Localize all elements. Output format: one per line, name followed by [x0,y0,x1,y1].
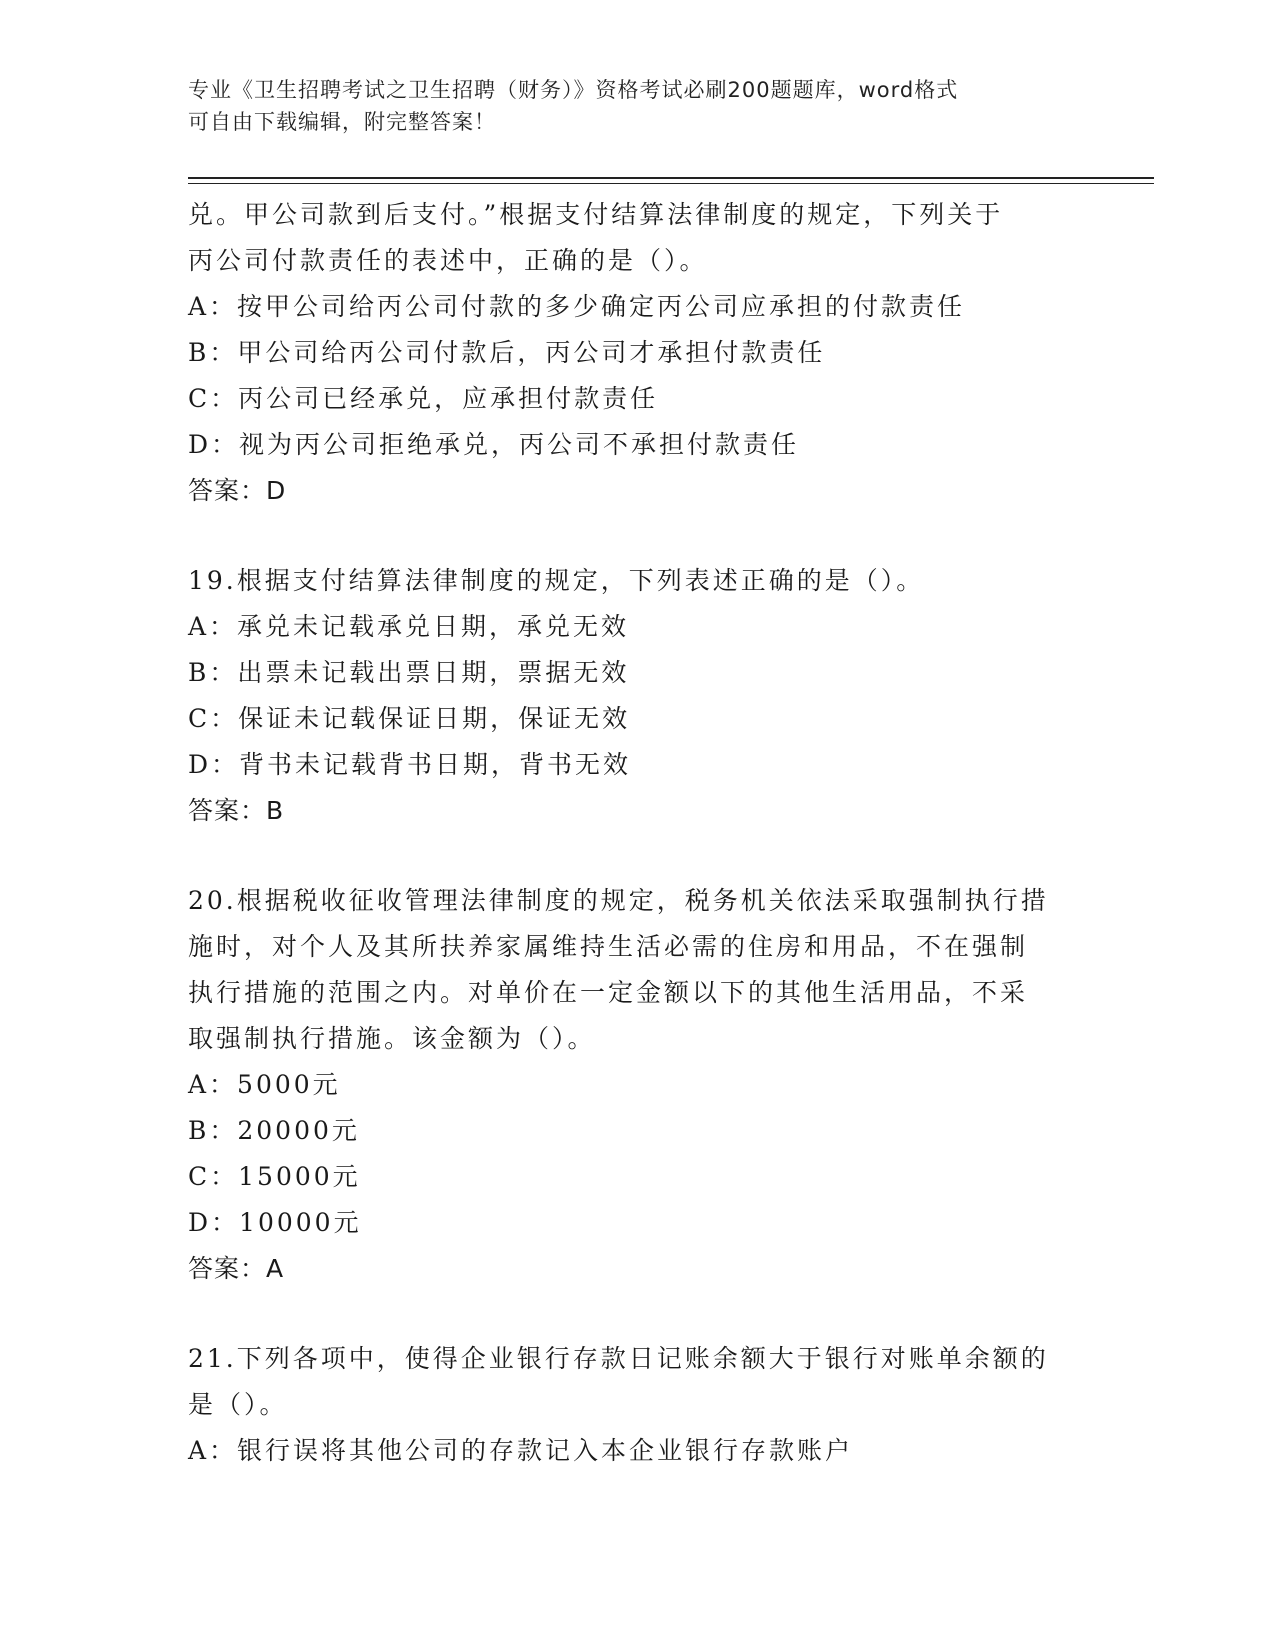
question-stem: 19.根据支付结算法律制度的规定，下列表述正确的是（）。 [188,566,925,595]
question-stem: 施时，对个人及其所扶养家属维持生活必需的住房和用品，不在强制 [188,932,1029,961]
question-stem: 执行措施的范围之内。对单价在一定金额以下的其他生活用品，不采 [188,978,1029,1007]
option-d: D：10000元 [188,1208,362,1237]
question-stem: 丙公司付款责任的表述中，正确的是（）。 [188,246,708,275]
option-b: B：20000元 [188,1116,360,1145]
question-21 [188,1336,1088,1474]
answer-label: 答案：D [188,476,287,505]
option-c: C：保证未记载保证日期，保证无效 [188,704,631,733]
option-c: C：丙公司已经承兑，应承担付款责任 [188,384,659,413]
option-d: D：背书未记载背书日期，背书无效 [188,750,632,779]
question-stem: 取强制执行措施。该金额为（）。 [188,1024,596,1053]
question-20 [188,878,1088,1292]
option-b: B：甲公司给丙公司付款后，丙公司才承担付款责任 [188,338,826,367]
option-c: C：15000元 [188,1162,361,1191]
option-a: A：承兑未记载承兑日期，承兑无效 [188,612,630,641]
answer-label: 答案：B [188,796,285,825]
answer-label: 答案：A [188,1254,285,1283]
document-header [188,74,1078,138]
option-a: A：按甲公司给丙公司付款的多少确定丙公司应承担的付款责任 [188,292,966,321]
header-line-1: 专业《卫生招聘考试之卫生招聘（财务）》资格考试必刷200题题库，word格式 [188,78,959,102]
option-b: B：出票未记载出票日期，票据无效 [188,658,630,687]
question-19 [188,558,1088,834]
document-body [188,192,1088,1474]
question-stem: 20.根据税收征收管理法律制度的规定，税务机关依法采取强制执行措 [188,886,1049,915]
option-a: A：银行误将其他公司的存款记入本企业银行存款账户 [188,1436,854,1465]
question-stem: 兑。甲公司款到后支付。”根据支付结算法律制度的规定，下列关于 [188,200,1004,229]
question-stem: 21.下列各项中，使得企业银行存款日记账余额大于银行对账单余额的 [188,1344,1049,1373]
option-d: D：视为丙公司拒绝承兑，丙公司不承担付款责任 [188,430,800,459]
header-rule-thin [188,183,1154,184]
header-line-2: 可自由下载编辑，附完整答案！ [188,110,496,134]
question-18 [188,192,1088,514]
option-a: A：5000元 [188,1070,341,1099]
question-stem: 是（）。 [188,1390,288,1419]
header-rule-thick [188,177,1154,179]
